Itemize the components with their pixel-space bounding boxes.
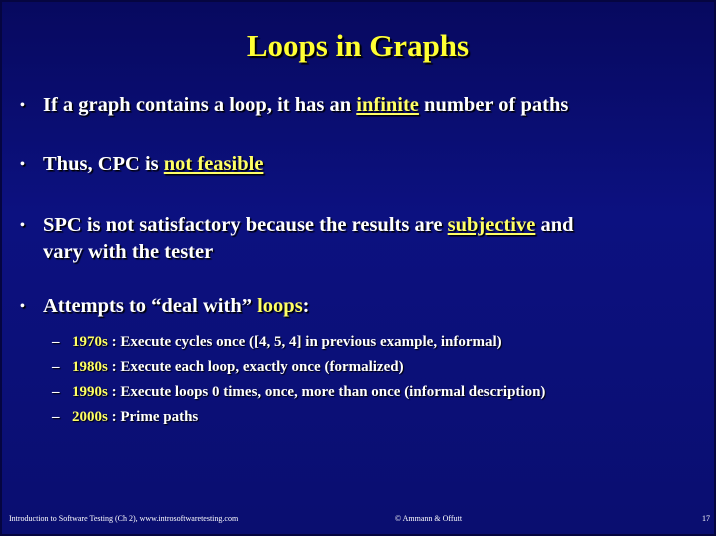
- dash-icon: –: [52, 359, 60, 375]
- subbullet-3-text: : Execute loops 0 times, once, more than once (informal description): [107, 384, 546, 400]
- footer-left: Introduction to Software Testing (Ch 2), www.introsoftwaretesting.com: [9, 514, 239, 523]
- bullet-icon: •: [20, 157, 25, 172]
- subbullet-4-year: 2000s: [72, 409, 108, 425]
- subbullet-1-text: : Execute cycles once ([4, 5, 4] in previous example, informal): [107, 334, 502, 350]
- bullet-4-text-end: :: [302, 295, 310, 317]
- bullet-2-text: Thus, CPC is: [43, 153, 164, 175]
- footer-copyright: © Ammann & Offutt: [395, 514, 463, 523]
- bullet-4-highlight: loops: [257, 295, 303, 317]
- subbullet-4-text: : Prime paths: [107, 409, 199, 425]
- dash-icon: –: [52, 334, 60, 350]
- subbullet-1-year: 1970s: [72, 334, 108, 350]
- dash-icon: –: [52, 384, 60, 400]
- bullet-3-text: SPC is not satisfactory because the results are: [43, 214, 448, 236]
- bullet-3-highlight: subjective: [447, 214, 536, 236]
- bullet-1-text-end: number of paths: [418, 94, 569, 116]
- bullet-icon: •: [20, 299, 25, 314]
- bullet-1-highlight: infinite: [356, 94, 419, 116]
- dash-icon: –: [52, 409, 60, 425]
- bullet-2-highlight: not feasible: [163, 153, 264, 175]
- bullet-icon: •: [20, 218, 25, 233]
- bullet-3-line2: vary with the tester: [43, 241, 214, 263]
- bullet-icon: •: [20, 98, 25, 113]
- subbullet-2-year: 1980s: [72, 359, 108, 375]
- bullet-1-text: If a graph contains a loop, it has an: [43, 94, 357, 116]
- subbullet-3-year: 1990s: [72, 384, 108, 400]
- page-number: 17: [702, 514, 710, 523]
- bullet-3-text-end: and: [535, 214, 574, 236]
- slide-title: Loops in Graphs: [246, 28, 470, 63]
- bullet-4-text: Attempts to “deal with”: [43, 295, 258, 317]
- subbullet-2-text: : Execute each loop, exactly once (formalized): [107, 359, 404, 375]
